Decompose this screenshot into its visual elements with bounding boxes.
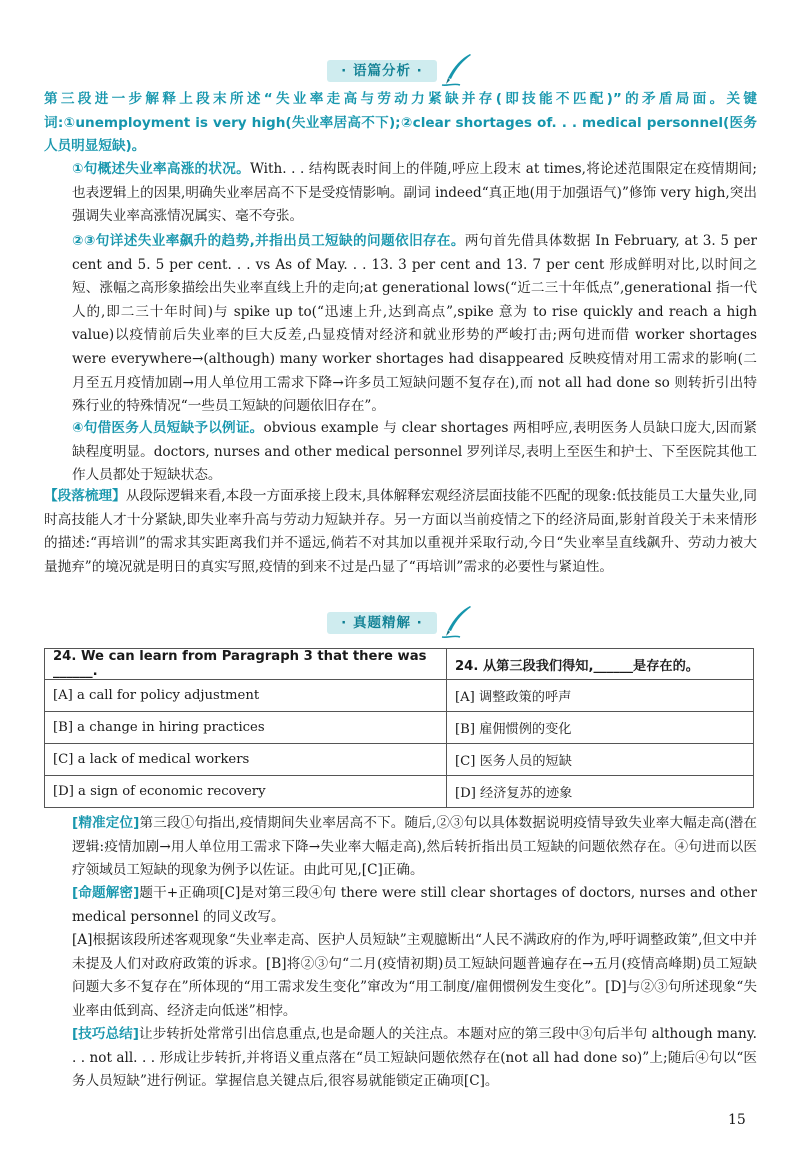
question-table (44, 648, 754, 808)
solution-decode (44, 882, 757, 929)
tips-body: 让步转折处常常引出信息重点,也是命题人的关注点。本题对应的第三段中③句后半句 although many. . . not all. . . 形成让步转折,并将语义重点落在“员工短缺问题依然存在(not all had done so)”上;随后④句以“医务人员短缺”进行例证。掌握信息关键点后,很容易就能锁定正确项[C]。 (72, 1026, 757, 1090)
tips-tag: [技巧总结] (72, 1026, 139, 1042)
analysis-intro-text: 第三段进一步解释上段末所述“失业率走高与劳动力紧缺并存(即技能不匹配)”的矛盾局面。关键词:①unemployment is very high(失业率居高不下);②clear shortages of. . . medical personnel(医务人员明显短缺)。 (44, 91, 757, 155)
option-row (45, 776, 754, 808)
quill-pen-icon (440, 604, 474, 640)
distractors-body: [A]根据该段所述客观现象“失业率走高、医护人员短缺”主观臆断出“人民不满政府的作为,呼吁调整政策”,但文中并未提及人们对政府政策的诉求。[B]将②③句“二月(疫情初期)员工短缺问题普遍存在→五月(疫情高峰期)员工短缺问题大多不复存在”所体现的“用工需求发生变化”窜改为“用工制度/雇佣惯例发生变化”。[D]与②③句所述现象“失业率由低到高、经济走向低迷”相悖。 (72, 932, 757, 1019)
question-stem-row (45, 649, 754, 680)
para-1-lead: ①句概述失业率高涨的状况。 (72, 161, 250, 177)
analysis-para-3 (44, 417, 757, 488)
paragraph-summary (44, 485, 757, 579)
analysis-intro (44, 88, 757, 159)
page-number: 15 (728, 1112, 746, 1128)
decode-body: 题干+正确项[C]是对第三段④句 there were still clear shortages of doctors, nurses and other medical personnel 的同义改写。 (72, 885, 757, 925)
option-en: [D] a sign of economic recovery (45, 776, 447, 808)
summary-tag: 【段落梳理】 (44, 488, 126, 504)
option-zh: [B] 雇佣惯例的变化 (447, 712, 754, 744)
option-zh: [C] 医务人员的短缺 (447, 744, 754, 776)
solution-locate (44, 812, 757, 883)
para-3-lead: ④句借医务人员短缺予以例证。 (72, 420, 264, 436)
locate-body: 第三段①句指出,疫情期间失业率居高不下。随后,②③句以具体数据说明疫情导致失业率大幅走高(潜在逻辑:疫情加剧→用人单位用工需求下降→失业率大幅走高),然后转折指出员工短缺的问题依然存在。④句进而以医疗领域员工短缺的现象为例予以佐证。由此可见,[C]正确。 (72, 815, 757, 879)
analysis-para-1 (44, 158, 757, 229)
option-zh: [A] 调整政策的呼声 (447, 680, 754, 712)
question-stem-en: 24. We can learn from Paragraph 3 that there was ______. (45, 649, 447, 680)
option-row (45, 744, 754, 776)
solution-tips (44, 1023, 757, 1094)
quill-pen-icon (440, 52, 474, 88)
para-3-body: obvious example 与 clear shortages 两相呼应,表明医务人员缺口庞大,因而紧缺程度明显。doctors, nurses and other medical personnel 罗列详尽,表明上至医生和护士、下至医院其他工作人员都处于短缺状态。 (72, 420, 758, 484)
option-row (45, 712, 754, 744)
locate-tag: [精准定位] (72, 815, 140, 831)
option-en: [B] a change in hiring practices (45, 712, 447, 744)
decode-tag: [命题解密] (72, 885, 140, 901)
summary-body: 从段际逻辑来看,本段一方面承接上段末,具体解释宏观经济层面技能不匹配的现象:低技能员工大量失业,同时高技能人才十分紧缺,即失业率升高与劳动力短缺并存。另一方面以当前疫情之下的经济局面,影射首段关于未来情形的描述:“再培训”的需求其实距离我们并不遥远,倘若不对其加以重视并采取行动,今日“失业率呈直线飙升、劳动力被大量抛弃”的境况就是明日的真实写照,疫情的到来不过是凸显了“再培训”需求的必要性与紧迫性。 (44, 488, 758, 575)
para-2-body: 两句首先借具体数据 In February, at 3. 5 per cent and 5. 5 per cent. . . vs As of May. . . 13. 3 per cent and 13. 7 per cent 形成鲜明对比,以时间之短、涨幅之高形象描绘出失业率直线上升的走向;at generational lows(“近二三十年低点”,generational 指一代人的,即二三十年时间)与 spike up to(“迅速上升,达到高点”,spike 意为 to rise quickly and reach a high value)以疫情前后失业率的巨大反差,凸显疫情对经济和就业形势的严峻打击;两句进而借 worker shortages were everywhere→(although) many worker shortages had disappeared 反映疫情对用工需求的影响(二月至五月疫情加剧→用人单位用工需求下降→许多员工短缺问题不复存在),而 not all had done so 则转折引出特殊行业的特殊情况“一些员工短缺的问题依旧存在”。 (72, 233, 758, 415)
solution-distractors (44, 929, 757, 1023)
option-row (45, 680, 754, 712)
section-title-solution: · 真题精解 · (327, 612, 437, 634)
option-en: [C] a lack of medical workers (45, 744, 447, 776)
section-title-analysis: · 语篇分析 · (327, 60, 437, 82)
option-zh: [D] 经济复苏的迹象 (447, 776, 754, 808)
section-header-analysis (0, 58, 800, 86)
para-2-lead: ②③句详述失业率飙升的趋势,并指出员工短缺的问题依旧存在。 (72, 233, 465, 249)
para-1-body: With. . . 结构既表时间上的伴随,呼应上段末 at times,将论述范围限定在疫情期间;也表逻辑上的因果,明确失业率居高不下是受疫情影响。副词 indeed“真正地(用于加强语气)”修饰 very high,突出强调失业率高涨情况属实、毫不夸张。 (72, 161, 757, 225)
option-en: [A] a call for policy adjustment (45, 680, 447, 712)
question-stem-zh: 24. 从第三段我们得知,______是存在的。 (447, 649, 754, 680)
section-header-solution (0, 610, 800, 638)
analysis-para-2 (44, 230, 757, 419)
